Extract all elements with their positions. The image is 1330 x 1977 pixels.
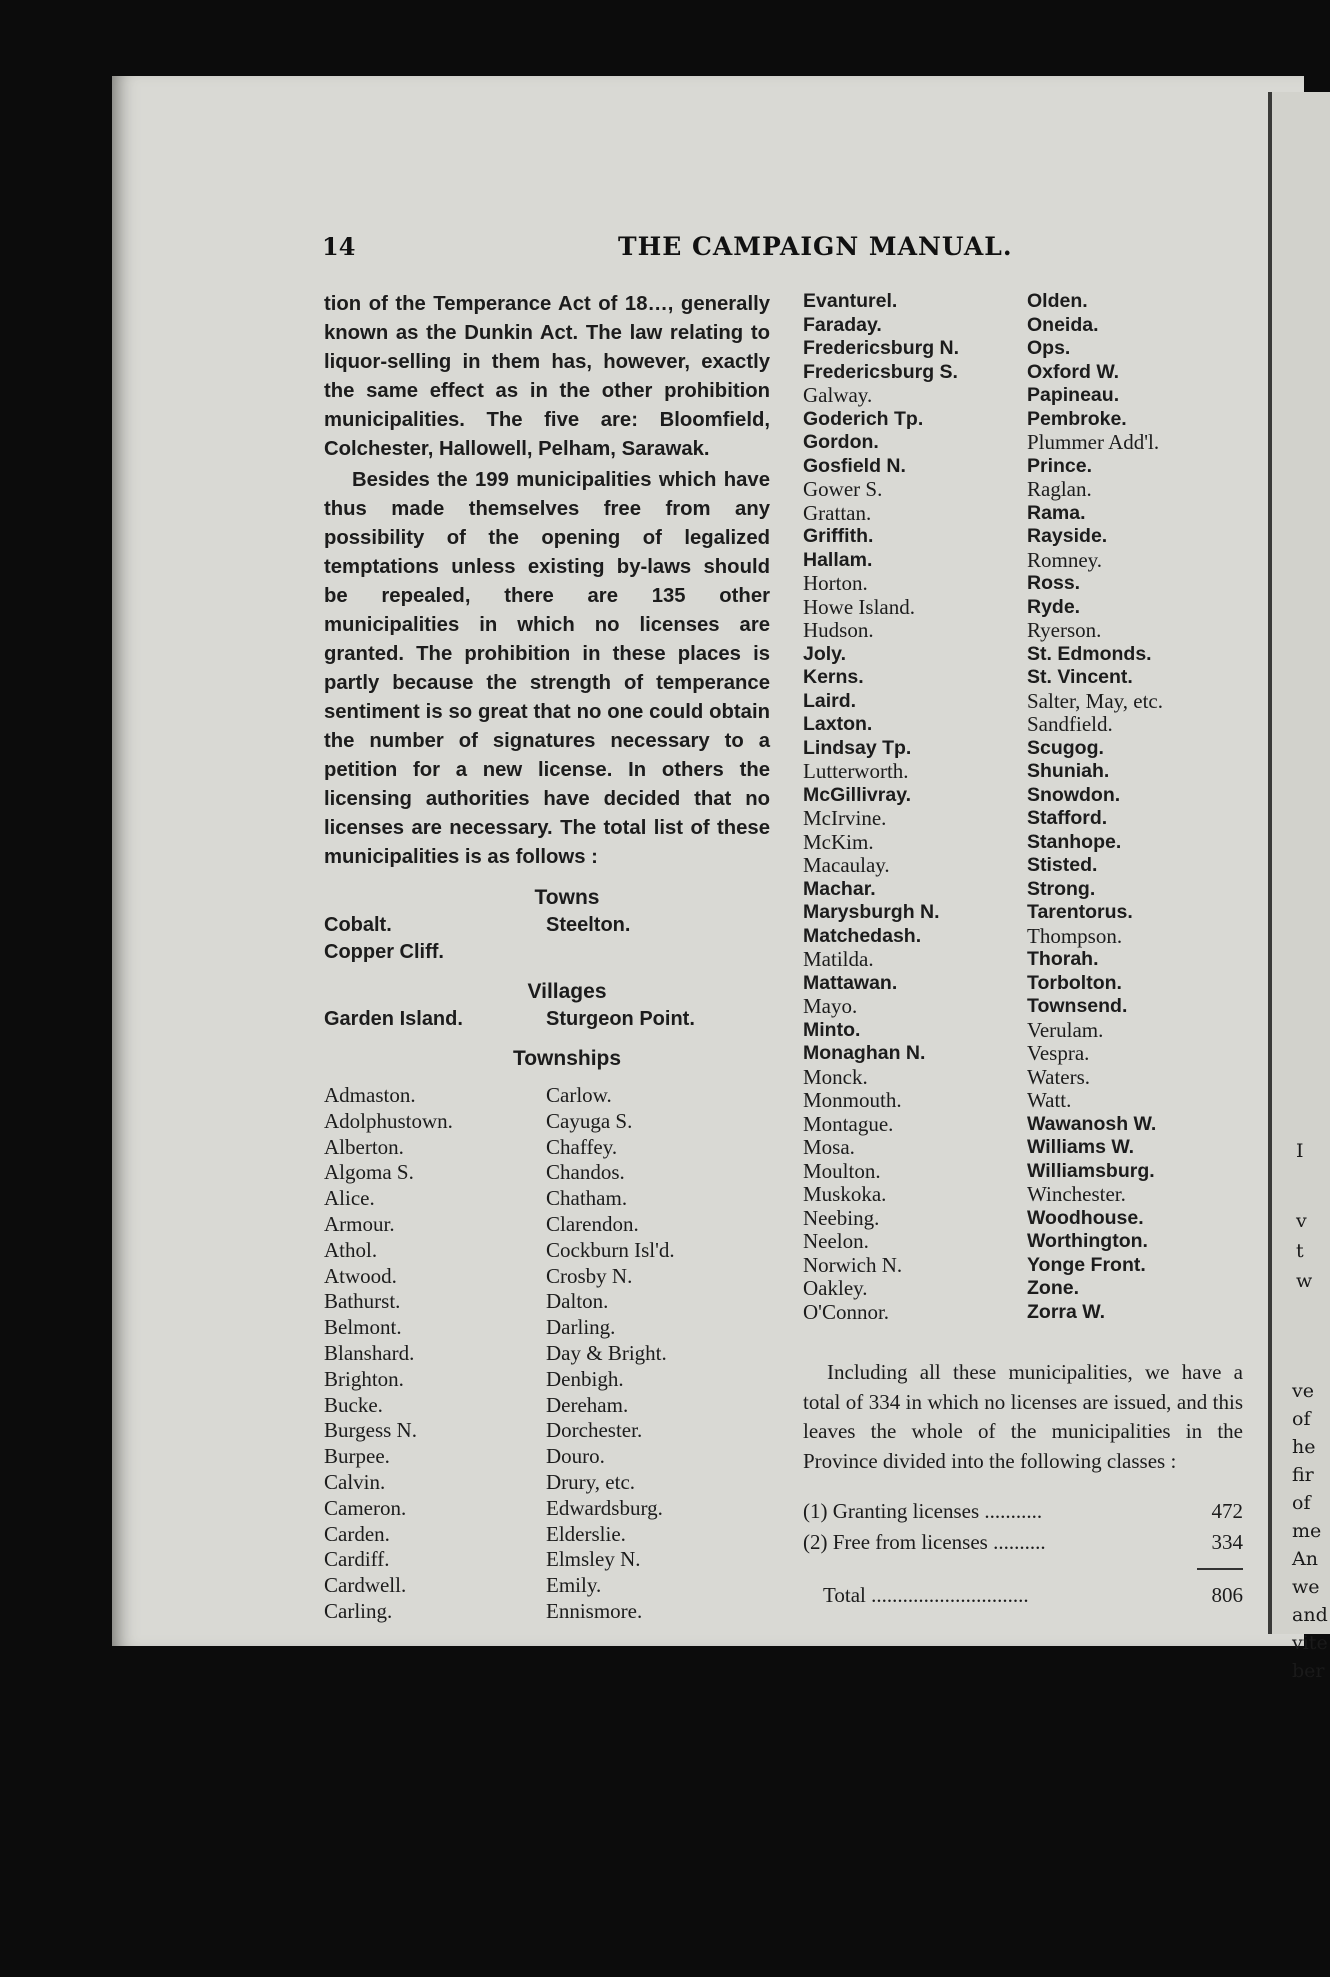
list-item: Armour. xyxy=(324,1211,395,1236)
list-item: Lindsay Tp. xyxy=(803,736,912,759)
list-item: Thorah. xyxy=(1027,948,1099,970)
list-item: Day & Bright. xyxy=(546,1340,667,1365)
left-column xyxy=(324,290,770,1625)
list-item: Macaulay. xyxy=(803,853,890,877)
villages-heading: Villages xyxy=(527,980,607,1003)
list-item: Burpee. xyxy=(324,1444,390,1469)
list-item: Goderich Tp. xyxy=(803,407,924,430)
list-item: Stisted. xyxy=(1027,854,1098,876)
list-item: Muskoka. xyxy=(803,1182,887,1206)
list-item: Joly. xyxy=(803,642,846,665)
list-item: Cobalt. xyxy=(324,914,392,936)
list-item: Mattawan. xyxy=(803,971,898,994)
list-item: Laxton. xyxy=(803,713,873,735)
list-item: Howe Island. xyxy=(803,594,915,619)
list-item: Bathurst. xyxy=(324,1289,401,1314)
list-item: Woodhouse. xyxy=(1027,1206,1144,1229)
closing-paragraph: Including all these municipalities, we have a total of 334 in which no licenses are issued, and this leaves the whole of the municipalities in the Province divided into the following classes : xyxy=(803,1360,1243,1473)
list-item: Winchester. xyxy=(1027,1182,1126,1206)
list-item: Olden. xyxy=(1027,290,1088,312)
list-item: Verulam. xyxy=(1027,1017,1104,1042)
list-item: Ryde. xyxy=(1027,595,1081,618)
list-item: Townsend. xyxy=(1027,995,1128,1017)
adjacent-fragment: we xyxy=(1292,1576,1320,1598)
list-item: Dereham. xyxy=(546,1392,629,1417)
list-item: Gosfield N. xyxy=(803,454,906,477)
list-item: Edwardsburg. xyxy=(546,1495,663,1520)
list-item: Evanturel. xyxy=(803,290,898,312)
list-item: Algoma S. xyxy=(324,1160,414,1185)
list-item: Thompson. xyxy=(1027,923,1123,948)
list-item: Horton. xyxy=(803,571,868,595)
adjacent-fragment: v xyxy=(1296,1210,1307,1232)
list-item: Atwood. xyxy=(324,1263,397,1288)
adjacent-fragment: ve xyxy=(1292,1380,1314,1402)
list-item: Elderslie. xyxy=(546,1521,626,1546)
adjacent-fragment: w xyxy=(1296,1270,1313,1292)
list-item: Steelton. xyxy=(546,914,631,936)
list-item: Ryerson. xyxy=(1027,618,1102,642)
list-item: Crosby N. xyxy=(546,1263,633,1288)
list-item: Vespra. xyxy=(1027,1041,1090,1065)
list-item: Norwich N. xyxy=(803,1252,903,1277)
adjacent-fragment: he xyxy=(1292,1436,1316,1458)
list-item: Matilda. xyxy=(803,947,874,971)
villages-list xyxy=(324,1006,770,1033)
adjacent-fragment: vite xyxy=(1292,1632,1328,1654)
list-item: Oneida. xyxy=(1027,313,1099,336)
list-item: Dorchester. xyxy=(546,1418,643,1443)
towns-list xyxy=(324,912,770,966)
list-item: Mayo. xyxy=(803,994,858,1018)
totals-row-free xyxy=(803,1527,1243,1558)
list-item: Ops. xyxy=(1027,337,1071,359)
list-item: Wawanosh W. xyxy=(1027,1112,1157,1135)
list-item: Yonge Front. xyxy=(1027,1253,1146,1276)
list-item: Alice. xyxy=(324,1186,375,1211)
list-item: Cockburn Isl'd. xyxy=(546,1237,675,1262)
list-item: Rayside. xyxy=(1027,525,1108,547)
list-item: Carden. xyxy=(324,1521,390,1546)
list-item: Sandfield. xyxy=(1027,712,1113,736)
list-item: Fredericsburg N. xyxy=(803,337,960,359)
list-item: Tarentorus. xyxy=(1027,901,1133,923)
list-item: Machar. xyxy=(803,877,876,900)
list-item: Carlow. xyxy=(546,1083,612,1107)
list-item: Drury, etc. xyxy=(546,1469,636,1494)
list-item: Waters. xyxy=(1027,1064,1091,1089)
list-item: Raglan. xyxy=(1027,477,1092,501)
list-item: Zone. xyxy=(1027,1277,1079,1299)
list-item: Monck. xyxy=(803,1064,868,1089)
list-item: Alberton. xyxy=(324,1134,404,1159)
list-item: Sturgeon Point. xyxy=(546,1008,695,1030)
list-item: Galway. xyxy=(803,383,873,407)
list-item: Mosa. xyxy=(803,1135,855,1159)
list-item: Papineau. xyxy=(1027,384,1120,406)
list-item: McKim. xyxy=(803,829,874,854)
list-item: McIrvine. xyxy=(803,806,887,830)
list-item: Shuniah. xyxy=(1027,760,1110,782)
list-item: Ross. xyxy=(1027,572,1081,594)
adjacent-fragment: ber xyxy=(1292,1660,1325,1682)
list-item: Copper Cliff. xyxy=(324,941,444,963)
adjacent-fragment: and xyxy=(1292,1604,1328,1626)
list-item: Chatham. xyxy=(546,1186,628,1211)
adjacent-page-edge xyxy=(1268,92,1330,1682)
list-item: Monmouth. xyxy=(803,1088,902,1112)
adjacent-fragment: I xyxy=(1296,1140,1304,1162)
list-item: Prince. xyxy=(1027,454,1093,477)
list-item xyxy=(546,939,766,966)
list-item: Oxford W. xyxy=(1027,360,1120,383)
list-item: Gordon. xyxy=(803,431,879,453)
list-item: Elmsley N. xyxy=(546,1547,641,1572)
list-item: St. Edmonds. xyxy=(1027,642,1152,665)
right-column xyxy=(803,290,1243,1611)
paragraph-continuation: tion of the Temperance Act of 18…, generally known as the Dunkin Act. The law relating to liquor-selling in them has, however, exactly the same effect as in the other prohibition municipalities. The five are: Bloomfield, Colchester, Hallowell, Pelham, Sarawak. xyxy=(324,293,770,460)
list-item: Matchedash. xyxy=(803,924,922,947)
list-item: Salter, May, etc. xyxy=(1027,688,1163,713)
list-item: Stanhope. xyxy=(1027,830,1122,853)
list-item: Williamsburg. xyxy=(1027,1159,1155,1182)
list-item: Scugog. xyxy=(1027,736,1104,759)
list-item: Burgess N. xyxy=(324,1418,417,1443)
list-item: Rama. xyxy=(1027,501,1086,524)
list-item: Cardiff. xyxy=(324,1547,390,1572)
totals-row-total xyxy=(803,1580,1243,1611)
list-item: Chaffey. xyxy=(546,1134,618,1159)
license-totals xyxy=(803,1496,1243,1611)
adjacent-fragment: t xyxy=(1296,1240,1304,1262)
list-item: Zorra W. xyxy=(1027,1300,1106,1323)
list-item: Torbolton. xyxy=(1027,971,1122,994)
list-item: Worthington. xyxy=(1027,1230,1148,1252)
list-item: Snowdon. xyxy=(1027,783,1121,806)
totals-value: 472 xyxy=(1211,1499,1243,1523)
list-item: Minto. xyxy=(803,1018,861,1041)
list-item: Emily. xyxy=(546,1573,602,1598)
list-item: Neelon. xyxy=(803,1229,869,1253)
townships-list xyxy=(324,1083,770,1625)
list-item: Denbigh. xyxy=(546,1366,624,1391)
list-item: Athol. xyxy=(324,1237,378,1262)
list-item: Clarendon. xyxy=(546,1211,639,1236)
list-item: Montague. xyxy=(803,1111,894,1136)
totals-value: 806 xyxy=(1211,1583,1243,1607)
list-item: Blanshard. xyxy=(324,1340,415,1365)
paragraph-municipalities: Besides the 199 municipalities which have thus made themselves free from any possibility of the opening of legalized temptations unless existing by-laws should be repealed, there are 135 other municipalities in which no licenses are granted. The prohibition in these places is partly because the strength of temperance sentiment is so great that no one could obtain the number of signatures necessary to a petition for a new license. In others the licensing authorities have decided that no licenses are necessary. The total list of these municipalities is as follows : xyxy=(324,469,770,868)
adjacent-fragment: me xyxy=(1292,1520,1322,1542)
list-item: Cayuga S. xyxy=(546,1108,633,1133)
list-item: Marysburgh N. xyxy=(803,901,940,923)
list-item: Grattan. xyxy=(803,500,872,525)
totals-label: (2) Free from licenses .......... xyxy=(803,1530,1046,1554)
list-item: Bucke. xyxy=(324,1392,383,1417)
list-item: Darling. xyxy=(546,1315,616,1340)
list-item: Neebing. xyxy=(803,1205,880,1230)
list-item: Cameron. xyxy=(324,1495,407,1520)
list-item: Belmont. xyxy=(324,1315,402,1340)
list-item: St. Vincent. xyxy=(1027,666,1133,688)
list-item: Laird. xyxy=(803,689,857,712)
list-item: Fredericsburg S. xyxy=(803,360,958,383)
list-item: Watt. xyxy=(1027,1088,1072,1112)
list-item: Stafford. xyxy=(1027,807,1108,829)
list-item: Romney. xyxy=(1027,547,1103,572)
totals-value: 334 xyxy=(1211,1530,1243,1554)
list-item: Lutterworth. xyxy=(803,759,909,783)
list-item: Garden Island. xyxy=(324,1008,463,1030)
list-item: Plummer Add'l. xyxy=(1027,430,1160,454)
list-item: Hallam. xyxy=(803,548,873,571)
list-item: Calvin. xyxy=(324,1469,386,1494)
list-item: Williams W. xyxy=(1027,1136,1135,1158)
totals-label: Total .............................. xyxy=(823,1583,1029,1607)
list-item: Moulton. xyxy=(803,1158,881,1183)
adjacent-fragment: of xyxy=(1292,1492,1311,1514)
list-item: Griffith. xyxy=(803,525,874,547)
list-item: Strong. xyxy=(1027,877,1096,900)
list-item: Monaghan N. xyxy=(803,1042,926,1064)
totals-row-granting xyxy=(803,1496,1243,1527)
running-head: THE CAMPAIGN MANUAL. xyxy=(618,232,1013,261)
sum-rule xyxy=(1197,1568,1243,1570)
list-item: O'Connor. xyxy=(803,1299,890,1324)
list-item: Douro. xyxy=(546,1444,605,1469)
list-item: Faraday. xyxy=(803,313,882,336)
adjacent-fragment: An xyxy=(1292,1548,1318,1570)
list-item: Gower S. xyxy=(803,477,883,501)
list-item: Carling. xyxy=(324,1598,393,1623)
list-item: McGillivray. xyxy=(803,783,912,806)
list-item: Oakley. xyxy=(803,1276,868,1300)
list-item: Cardwell. xyxy=(324,1573,407,1598)
page-number: 14 xyxy=(322,232,356,261)
list-item: Brighton. xyxy=(324,1366,404,1391)
list-item: Dalton. xyxy=(546,1289,609,1314)
totals-label: (1) Granting licenses ........... xyxy=(803,1499,1043,1523)
list-item: Hudson. xyxy=(803,618,874,642)
townships-heading: Townships xyxy=(512,1047,622,1070)
towns-heading: Towns xyxy=(534,886,600,909)
adjacent-fragment: fir xyxy=(1292,1464,1314,1486)
list-item: Chandos. xyxy=(546,1160,625,1185)
adjacent-fragment: of xyxy=(1292,1408,1311,1430)
list-item: Pembroke. xyxy=(1027,407,1127,430)
list-item: Admaston. xyxy=(324,1083,416,1107)
list-item: Kerns. xyxy=(803,666,864,688)
list-item: Adolphustown. xyxy=(324,1108,453,1133)
townships-list-continued xyxy=(803,290,1243,1324)
list-item: Ennismore. xyxy=(546,1598,643,1623)
